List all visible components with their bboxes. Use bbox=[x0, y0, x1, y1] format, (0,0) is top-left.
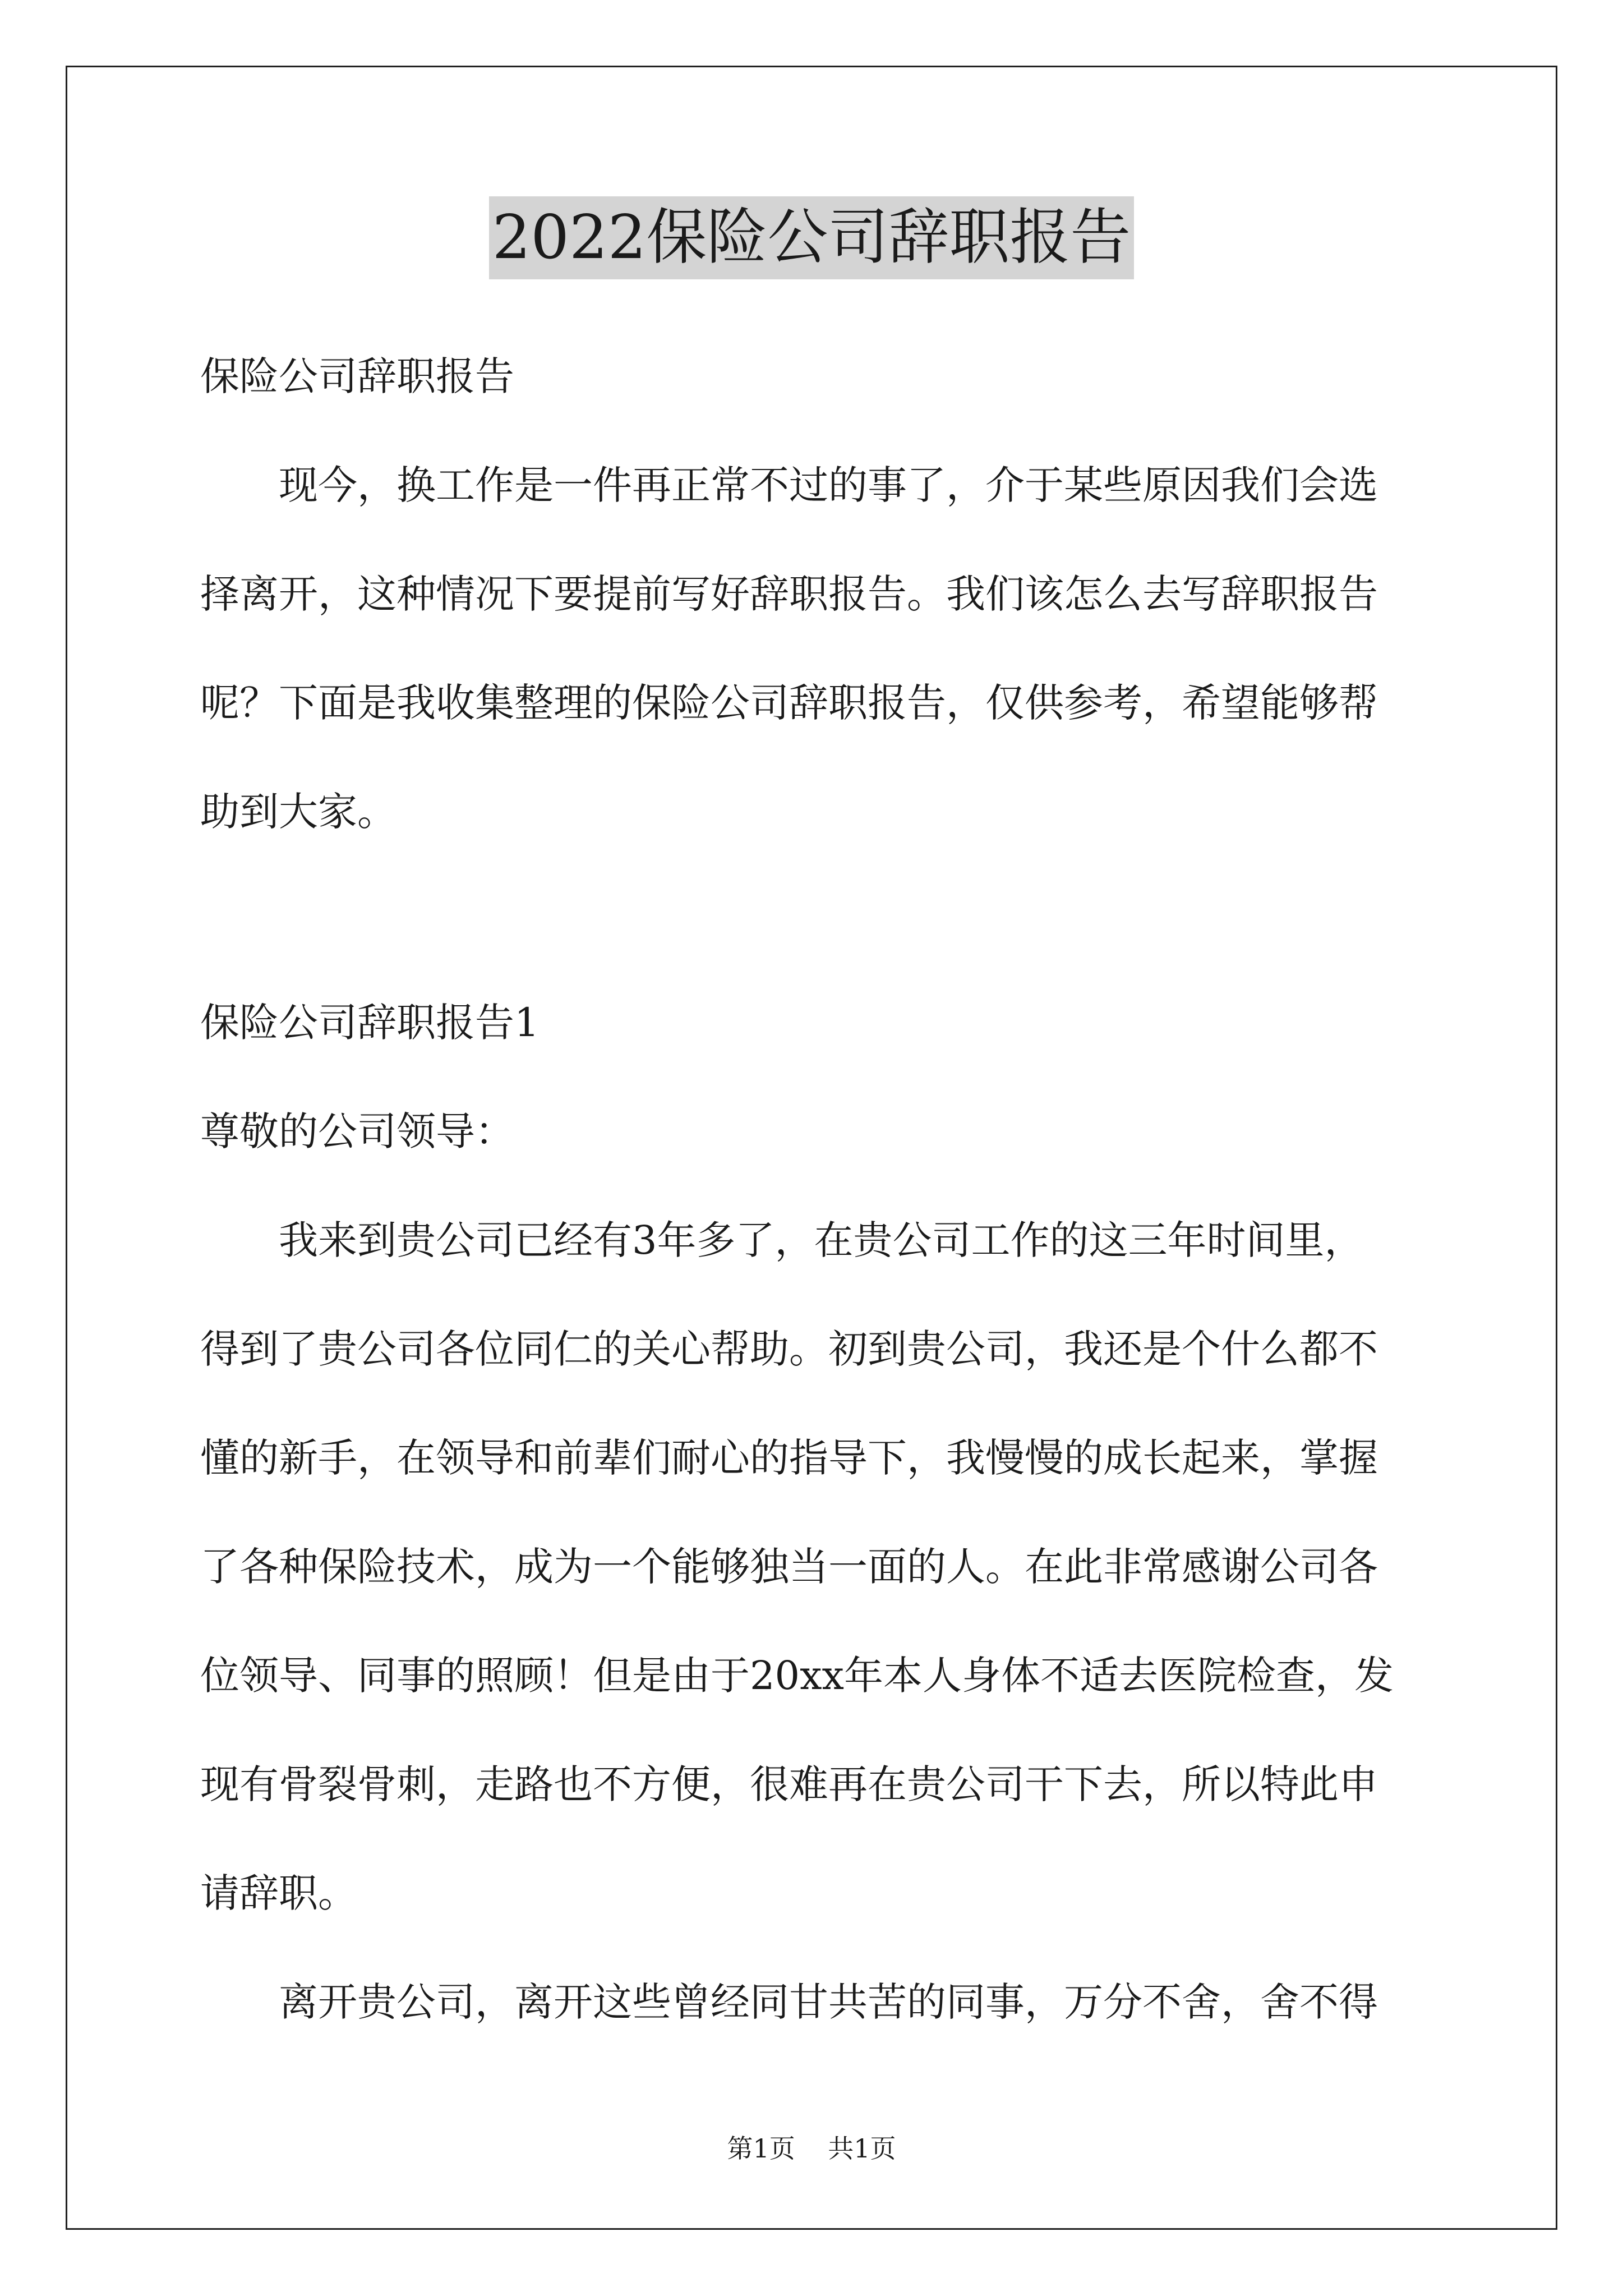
paragraph1-line-6: 现有骨裂骨刺，走路也不方便，很难再在贵公司干下去，所以特此申 bbox=[200, 1761, 1378, 1807]
intro-line-4: 助到大家。 bbox=[200, 789, 396, 835]
paragraph2-line-1: 离开贵公司，离开这些曾经同甘共苦的同事，万分不舍，舍不得 bbox=[279, 1979, 1378, 2025]
intro-line-2: 择离开，这种情况下要提前写好辞职报告。我们该怎么去写辞职报告 bbox=[200, 571, 1378, 617]
paragraph1-line-7: 请辞职。 bbox=[200, 1870, 357, 1916]
page-footer: 第1页 共1页 bbox=[727, 2133, 896, 2164]
paragraph1-line-5: 位领导、同事的照顾！但是由于20xx年本人身体不适去医院检查，发 bbox=[200, 1653, 1394, 1699]
paragraph1-line-1: 我来到贵公司已经有3年多了，在贵公司工作的这三年时间里， bbox=[279, 1217, 1364, 1263]
paragraph1-line-2: 得到了贵公司各位同仁的关心帮助。初到贵公司，我还是个什么都不 bbox=[200, 1326, 1378, 1372]
intro-line-1: 现今，换工作是一件再正常不过的事了，介于某些原因我们会选 bbox=[279, 462, 1378, 508]
title-container bbox=[0, 196, 1623, 279]
paragraph1-line-4: 了各种保险技术，成为一个能够独当一面的人。在此非常感谢公司各 bbox=[200, 1544, 1378, 1590]
intro-line-3: 呢？下面是我收集整理的保险公司辞职报告，仅供参考，希望能够帮 bbox=[200, 680, 1378, 726]
paragraph1-line-3: 懂的新手，在领导和前辈们耐心的指导下，我慢慢的成长起来，掌握 bbox=[200, 1435, 1378, 1481]
document-subtitle: 保险公司辞职报告 bbox=[200, 353, 514, 399]
section-heading: 保险公司辞职报告1 bbox=[200, 1000, 540, 1046]
document-title: 2022保险公司辞职报告 bbox=[489, 196, 1135, 279]
salutation: 尊敬的公司领导： bbox=[200, 1108, 514, 1154]
